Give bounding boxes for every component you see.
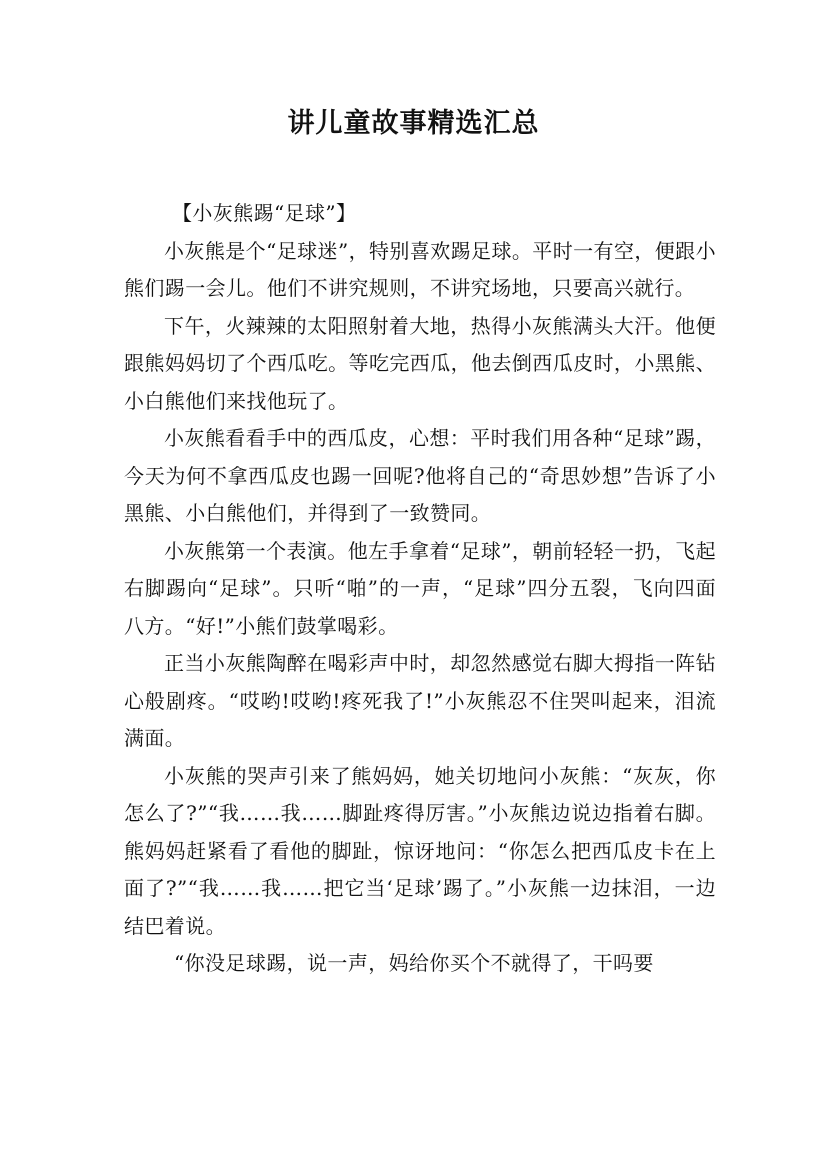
paragraph: 小灰熊是个“足球迷”，特别喜欢踢足球。平时一有空，便跟小熊们踢一会儿。他们不讲究规则，不讲究场地，只要高兴就行。: [124, 238, 716, 300]
document-body: [124, 195, 716, 983]
paragraph: 正当小灰熊陶醉在喝彩声中时，却忽然感觉右脚大拇指一阵钻心般剧疼。“哎哟!哎哟!疼死我了!”小灰熊忍不住哭叫起来，泪流满面。: [124, 651, 716, 750]
paragraph: 小灰熊第一个表演。他左手拿着“足球”，朝前轻轻一扔，飞起右脚踢向“足球”。只听“啪”的一声，“足球”四分五裂，飞向四面八方。“好!”小熊们鼓掌喝彩。: [124, 538, 716, 638]
paragraph: 小灰熊的哭声引来了熊妈妈，她关切地问小灰熊：“灰灰，你怎么了?”“我……我……脚趾疼得厉害。”小灰熊边说边指着右脚。熊妈妈赶紧看了看他的脚趾，惊讶地问：“你怎么把西瓜皮卡在上面了?”“我……我……把它当‘足球’踢了。”小灰熊一边抹泪，一边结巴着说。: [124, 763, 716, 938]
section-heading: 【小灰熊踢“足球”】: [172, 201, 357, 225]
document-title: 讲儿童故事精选汇总: [287, 108, 540, 139]
paragraph: 小灰熊看看手中的西瓜皮，心想：平时我们用各种“足球”踢，今天为何不拿西瓜皮也踢一回呢?他将自己的“奇思妙想”告诉了小黑熊、小白熊他们，并得到了一致赞同。: [124, 426, 716, 525]
paragraph: 下午，火辣辣的太阳照射着大地，热得小灰熊满头大汗。他便跟熊妈妈切了个西瓜吃。等吃完西瓜，他去倒西瓜皮时，小黑熊、小白熊他们来找他玩了。: [124, 313, 716, 413]
paragraph: “你没足球踢，说一声，妈给你买个不就得了，干吗要: [174, 951, 654, 975]
